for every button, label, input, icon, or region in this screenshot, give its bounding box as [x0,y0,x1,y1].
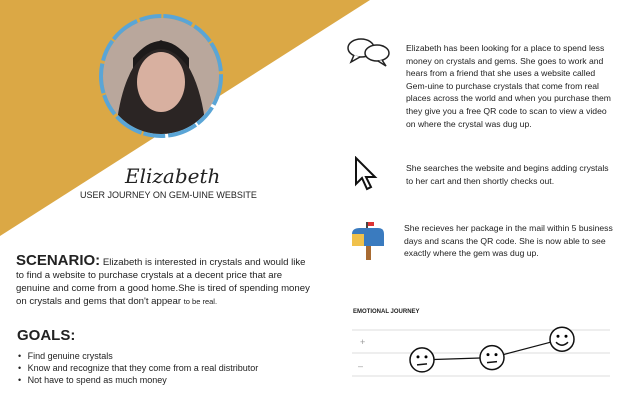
emotional-journey-title: EMOTIONAL JOURNEY [353,309,420,315]
goals-list [18,350,258,386]
neutral-face-icon [410,348,434,372]
goal-item: • Find genuine crystals [18,350,258,362]
emotional-journey-chart [352,325,614,379]
minus-label: – [358,361,364,371]
goal-item: • Know and recognize that they come from a real distributor [18,362,258,374]
step-3-text: She recieves her package in the mail within 5 business days and scans the QR code. She is now able to see exactly where the gem was dug up. [404,223,613,259]
mailbox-icon [348,220,388,262]
step-1-text: Elizabeth has been looking for a place to spend less money on crystals and gems. She goes to work and hears from a friend that she uses a website called Gem-uine to purchase crystals that come from real places across the world and when you purchase them they give you a free QR code to scan to view a video on where the crystal was dug up. [406,43,611,129]
neutral-face-icon [480,346,504,370]
avatar [95,10,227,142]
cursor-icon [354,156,380,192]
happy-face-icon [550,327,574,351]
step-2-text: She searches the website and begins adding crystals to her cart and then shortly checks out. [406,163,609,186]
persona-name: Elizabeth [125,164,221,188]
speech-bubbles-icon [346,36,392,68]
plus-label: + [360,337,366,347]
scenario-text-small: to be real. [183,297,218,306]
scenario-label: SCENARIO: [16,252,101,269]
scenario-text: Elizabeth is interested in crystals and would like to find a website to purchase crystals at a decent price that are genuine and come from a good home.She is tired of spending money on crystals and gems that don't appear [16,257,310,307]
goals-title: GOALS: [17,327,76,344]
scenario [16,254,316,308]
persona-subtitle: USER JOURNEY ON GEM-UINE WEBSITE [80,190,257,200]
goal-item: • Not have to spend as much money [18,374,258,386]
